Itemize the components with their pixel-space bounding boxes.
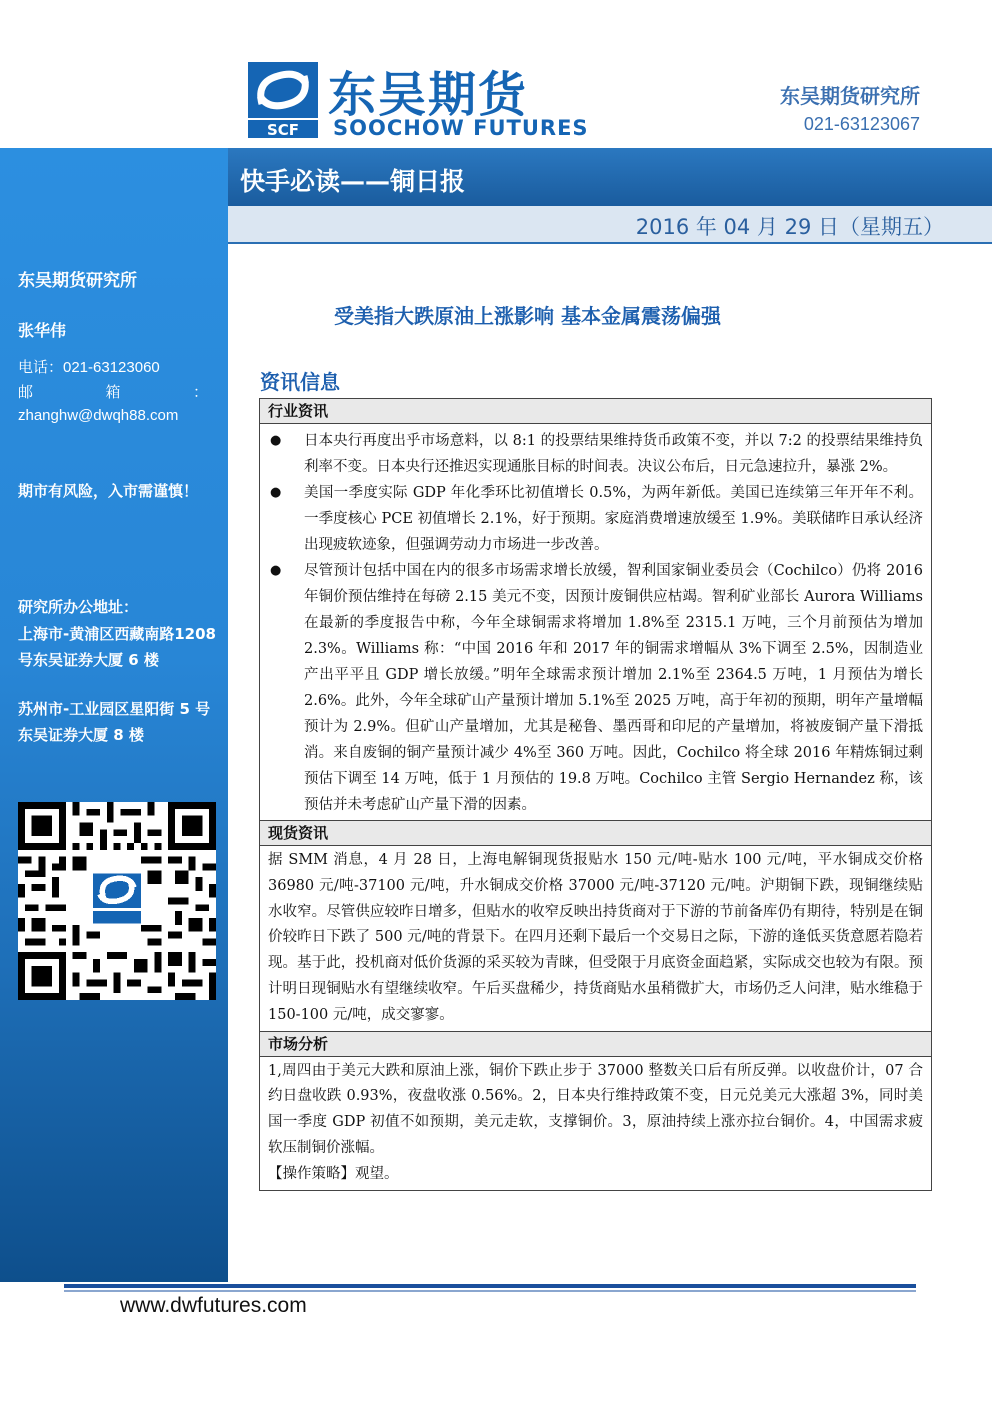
- scf-logo-icon: [248, 62, 318, 138]
- footer-divider: [64, 1284, 916, 1288]
- sidebar-institute: 东吴期货研究所: [18, 271, 137, 291]
- market-analysis-text: 1,周四由于美元大跌和原油上涨，铜价下跌止步于 37000 整数关口后有所反弹。以收盘价计，07 合约日盘收跌 0.93%，夜盘收涨 0.56%。2，日本央行维持政策不变，日元兑美元大涨超 3%，同时美国一季度 GDP 初值不如预期，美元走软，支撑铜价。3，原油持续上涨亦拉台铜价。4，中国需求疲软压制铜价涨幅。: [268, 1062, 923, 1156]
- risk-warning: 期市有风险，入市需谨慎！: [18, 482, 199, 500]
- office-address-label: 研究所办公地址：: [18, 598, 139, 616]
- date-row: [228, 206, 992, 244]
- news-table: [259, 398, 932, 1191]
- market-analysis-heading: 市场分析: [260, 1031, 931, 1057]
- list-item: ● 尽管预计包括中国在内的很多市场需求增长放缓，智利国家铜业委员会（Cochilco）仍将 2016 年铜价预估维持在每磅 2.15 美元不变，因预计废铜供应枯竭。智利矿业部长 Aurora Williams 在最新的季度报告中称，今年全球铜需求将增加 1.8%至 2315.1 万吨，三个月前预估为增加 2.3%。Williams 称：“中国 2016 年和 2017 年的铜需求增幅从 3%下调至 2.5%，因制造业产出平平且 GDP 增长放缓。”明年全球需求预计增加 2.1%至 2364.5 万吨，1 月预估为增长 2.6%。此外，今年全球矿山产量预计增加 5.1%至 2025 万吨，高于年初的预期，明年产量增幅预计为 2.9%。但矿山产量增加，尤其是秘鲁、墨西哥和印尼的产量增加，将被废铜产量下滑抵消。来自废铜的铜产量预计减少 4%至 360 万吨。因此，Cochilco 将全球 2016 年精炼铜过剩预估下调至 14 万吨，低于 1 月预估的 19.8 万吨。Cochilco 主管 Sergio Hernandez 称，该预估并未考虑矿山产量下滑的因素。: [260, 558, 923, 818]
- spot-news-heading: 现货资讯: [260, 820, 931, 846]
- email-label-char: ：: [192, 383, 208, 401]
- logo-chinese-name: 东吴期货: [328, 67, 529, 123]
- analyst-email: zhanghw@dwqh88.com: [18, 407, 179, 424]
- operation-strategy: 【操作策略】观望。: [268, 1165, 399, 1182]
- email-label: [18, 381, 208, 402]
- email-label-char: 箱: [105, 383, 121, 401]
- office-address-suzhou: 苏州市-工业园区星阳街 5 号东吴证券大厦 8 楼: [18, 700, 211, 744]
- report-date: 2016 年 04 月 29 日（星期五）: [635, 215, 944, 239]
- header-phone: 021-63123067: [803, 114, 920, 134]
- industry-news-heading: 行业资讯: [260, 399, 931, 424]
- section-title: 资讯信息: [260, 370, 340, 394]
- report-headline: 受美指大跌原油上涨影响 基本金属震荡偏强: [334, 304, 721, 328]
- email-label-char: 邮: [18, 383, 34, 401]
- report-title: 快手必读——铜日报: [240, 167, 466, 196]
- logo-mark-text: SCF: [266, 121, 300, 138]
- footer-website: www.dwfutures.com: [120, 1294, 307, 1317]
- industry-news-list: [260, 424, 931, 820]
- list-item: ● 美国一季度实际 GDP 年化季环比初值增长 0.5%，为两年新低。美国已连续第三年开年不利。一季度核心 PCE 初值增长 2.1%，好于预期。家庭消费增速放缓至 1.9%。美联储昨日承认经济出现疲软迹象，但强调劳动力市场进一步改善。: [260, 480, 923, 558]
- sidebar: [0, 148, 228, 1282]
- spot-news-text: 据 SMM 消息，4 月 28 日，上海电解铜现货报贴水 150 元/吨-贴水 100 元/吨，平水铜成交价格 36980 元/吨-37100 元/吨，升水铜成交价格 37000 元/吨-37120 元/吨。沪期铜下跌，现铜继续贴水收窄。尽管供应较昨日增多，但贴水的收窄反映出持货商对于下游的节前备库仍有期待，特别是在铜价较昨日下跌了 500 元/吨的背景下。在四月还剩下最后一个交易日之际，下游的逢低买货意愿若隐若现。基于此，投机商对低价货源的采买较为青睐，但受限于月底资金面趋紧，实际成交也较为有限。预计明日现铜贴水有望继续收窄。午后买盘稀少，持货商贴水虽稍微扩大，市场仍乏人问津，贴水维稳于 150-100 元/吨，成交寥寥。: [268, 852, 923, 1023]
- title-bar: [228, 148, 992, 206]
- analyst-phone: 电话：021-63123060: [18, 359, 160, 376]
- logo-english-name: SOOCHOW FUTURES: [333, 116, 589, 140]
- office-address-shanghai: 上海市-黄浦区西藏南路1208 号东吴证券大厦 6 楼: [18, 625, 216, 669]
- list-item: ● 日本央行再度出乎市场意料，以 8:1 的投票结果维持货币政策不变，并以 7:2 的投票结果维持负利率不变。日本央行还推迟实现通胀目标的时间表。决议公布后，日元急速拉升，暴涨 2%。: [260, 428, 923, 480]
- footer-divider-thin: [64, 1290, 916, 1292]
- page-header: [0, 0, 992, 148]
- qr-code-icon: [18, 802, 216, 1000]
- header-institute: 东吴期货研究所: [780, 84, 920, 108]
- analyst-name: 张华伟: [18, 321, 67, 340]
